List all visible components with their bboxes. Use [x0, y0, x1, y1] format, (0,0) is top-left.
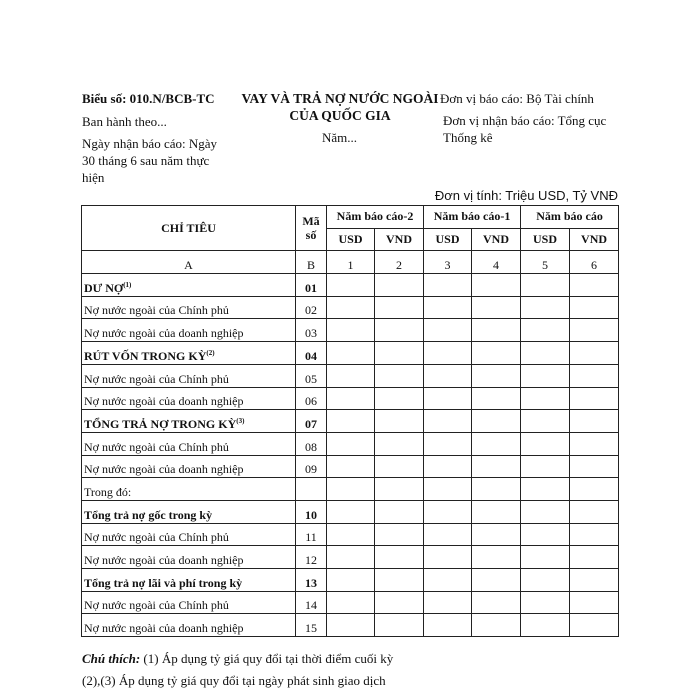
value-cell[interactable]: [375, 546, 424, 569]
table-row: [82, 432, 619, 455]
row-code: 09: [296, 455, 327, 478]
header-year-group: Năm báo cáo-2: [327, 206, 424, 229]
row-label: Trong đó:: [82, 478, 296, 501]
header-currency: VND: [570, 228, 619, 251]
index-cell: 2: [375, 251, 424, 274]
table-row: [82, 523, 619, 546]
value-cell[interactable]: [521, 591, 570, 614]
value-cell[interactable]: [424, 455, 472, 478]
value-cell[interactable]: [327, 319, 375, 342]
footnote-ref: (1): [123, 280, 132, 289]
value-cell[interactable]: [327, 500, 375, 523]
value-cell[interactable]: [424, 478, 472, 501]
value-cell[interactable]: [570, 455, 619, 478]
header-currency: USD: [424, 228, 472, 251]
table-row: [82, 569, 619, 592]
value-cell[interactable]: [521, 523, 570, 546]
value-cell[interactable]: [327, 410, 375, 433]
value-cell[interactable]: [472, 410, 521, 433]
value-cell[interactable]: [570, 569, 619, 592]
header-currency: VND: [472, 228, 521, 251]
table-row: [82, 410, 619, 433]
value-cell[interactable]: [472, 296, 521, 319]
value-cell[interactable]: [424, 432, 472, 455]
value-cell[interactable]: [424, 319, 472, 342]
value-cell[interactable]: [570, 387, 619, 410]
value-cell[interactable]: [570, 432, 619, 455]
row-code: 12: [296, 546, 327, 569]
value-cell[interactable]: [570, 478, 619, 501]
value-cell[interactable]: [472, 569, 521, 592]
row-label: Nợ nước ngoài của Chính phủ: [82, 432, 296, 455]
value-cell[interactable]: [521, 500, 570, 523]
value-cell[interactable]: [570, 410, 619, 433]
row-label: Nợ nước ngoài của doanh nghiệp: [82, 614, 296, 637]
value-cell[interactable]: [472, 387, 521, 410]
value-cell[interactable]: [521, 614, 570, 637]
row-label: TỔNG TRẢ NỢ TRONG KỲ$^{(3)}$: [82, 410, 296, 433]
value-cell[interactable]: [375, 432, 424, 455]
value-cell[interactable]: [521, 387, 570, 410]
index-row: [82, 251, 619, 274]
value-cell[interactable]: [424, 387, 472, 410]
value-cell[interactable]: [570, 364, 619, 387]
footnote-ref: (2): [206, 348, 215, 357]
notes-text-2: (2),(3) Áp dụng tỷ giá quy đổi tại ngày phát sinh giao dịch: [82, 673, 386, 688]
value-cell[interactable]: [424, 614, 472, 637]
value-cell[interactable]: [472, 455, 521, 478]
value-cell[interactable]: [472, 432, 521, 455]
value-cell[interactable]: [375, 342, 424, 365]
value-cell[interactable]: [521, 364, 570, 387]
row-code: 06: [296, 387, 327, 410]
value-cell[interactable]: [472, 546, 521, 569]
value-cell[interactable]: [424, 274, 472, 297]
header-currency: VND: [375, 228, 424, 251]
value-cell[interactable]: [327, 274, 375, 297]
table-row: [82, 500, 619, 523]
value-cell[interactable]: [327, 387, 375, 410]
table-row: [82, 296, 619, 319]
header-currency: USD: [327, 228, 375, 251]
value-cell[interactable]: [424, 296, 472, 319]
value-cell[interactable]: [327, 614, 375, 637]
value-cell[interactable]: [472, 274, 521, 297]
notes-line-1: [82, 648, 393, 670]
value-cell[interactable]: [424, 546, 472, 569]
table-row: [82, 342, 619, 365]
currency-unit: Đơn vị tính: Triệu USD, Tỷ VNĐ: [434, 188, 618, 203]
header-code: Mã số: [296, 206, 327, 251]
value-cell[interactable]: [521, 478, 570, 501]
value-cell[interactable]: [521, 410, 570, 433]
notes-label: Chú thích:: [82, 651, 141, 666]
row-label: Nợ nước ngoài của Chính phủ: [82, 523, 296, 546]
value-cell[interactable]: [327, 296, 375, 319]
value-cell[interactable]: [521, 274, 570, 297]
value-cell[interactable]: [327, 591, 375, 614]
value-cell[interactable]: [472, 614, 521, 637]
value-cell[interactable]: [375, 364, 424, 387]
report-year: Năm...: [322, 130, 358, 145]
value-cell[interactable]: [521, 319, 570, 342]
value-cell[interactable]: [327, 432, 375, 455]
value-cell[interactable]: [570, 342, 619, 365]
table-row: [82, 591, 619, 614]
table-row: [82, 478, 619, 501]
notes: [82, 648, 393, 692]
value-cell[interactable]: [424, 342, 472, 365]
row-code: 15: [296, 614, 327, 637]
value-cell[interactable]: [424, 364, 472, 387]
value-cell[interactable]: [375, 478, 424, 501]
value-cell[interactable]: [521, 432, 570, 455]
value-cell[interactable]: [424, 591, 472, 614]
table-row: [82, 364, 619, 387]
form-code: Biểu số: 010.N/BCB-TC: [82, 91, 215, 106]
table-row: [82, 455, 619, 478]
row-label: Nợ nước ngoài của Chính phủ: [82, 296, 296, 319]
received-date: Ngày nhận báo cáo: Ngày 30 tháng 6 sau năm thực hiện: [82, 136, 218, 185]
value-cell[interactable]: [375, 614, 424, 637]
row-code: 03: [296, 319, 327, 342]
value-cell[interactable]: [570, 591, 619, 614]
row-code: 04: [296, 342, 327, 365]
value-cell[interactable]: [521, 546, 570, 569]
document-title: VAY VÀ TRẢ NỢ NƯỚC NGOÀI CỦA QUỐC GIA: [241, 91, 439, 123]
index-cell: 4: [472, 251, 521, 274]
value-cell[interactable]: [424, 569, 472, 592]
value-cell[interactable]: [521, 296, 570, 319]
row-code: 11: [296, 523, 327, 546]
value-cell[interactable]: [570, 614, 619, 637]
header-year-group: Năm báo cáo-1: [424, 206, 521, 229]
value-cell[interactable]: [424, 500, 472, 523]
value-cell[interactable]: [570, 523, 619, 546]
row-label: Nợ nước ngoài của doanh nghiệp: [82, 319, 296, 342]
value-cell[interactable]: [375, 591, 424, 614]
row-label: Nợ nước ngoài của Chính phủ: [82, 591, 296, 614]
row-code: 14: [296, 591, 327, 614]
value-cell[interactable]: [472, 319, 521, 342]
value-cell[interactable]: [375, 410, 424, 433]
table-row: [82, 274, 619, 297]
row-label: Nợ nước ngoài của doanh nghiệp: [82, 455, 296, 478]
row-label: DƯ NỢ$^{(1)}$: [82, 274, 296, 297]
notes-text-1: (1) Áp dụng tỷ giá quy đổi tại thời điểm cuối kỳ: [143, 651, 394, 666]
value-cell[interactable]: [327, 546, 375, 569]
value-cell[interactable]: [521, 342, 570, 365]
value-cell[interactable]: [472, 364, 521, 387]
row-code: [296, 478, 327, 501]
header-currency: USD: [521, 228, 570, 251]
value-cell[interactable]: [327, 364, 375, 387]
value-cell[interactable]: [424, 410, 472, 433]
value-cell[interactable]: [327, 523, 375, 546]
table-row: [82, 614, 619, 637]
debt-report-table: [81, 205, 619, 637]
receiving-unit: Đơn vị nhận báo cáo: Tổng cục Thống kê: [443, 113, 607, 145]
index-cell: 6: [570, 251, 619, 274]
table-row: [82, 546, 619, 569]
value-cell[interactable]: [472, 500, 521, 523]
value-cell[interactable]: [375, 274, 424, 297]
value-cell[interactable]: [375, 319, 424, 342]
row-code: 05: [296, 364, 327, 387]
row-code: 08: [296, 432, 327, 455]
value-cell[interactable]: [570, 319, 619, 342]
index-cell: B: [296, 251, 327, 274]
value-cell[interactable]: [472, 478, 521, 501]
index-cell: 5: [521, 251, 570, 274]
value-cell[interactable]: [521, 569, 570, 592]
header-indicator: CHỈ TIÊU: [82, 206, 296, 251]
value-cell[interactable]: [472, 591, 521, 614]
index-cell: 1: [327, 251, 375, 274]
reporting-unit: Đơn vị báo cáo: Bộ Tài chính: [440, 91, 594, 106]
row-code: 10: [296, 500, 327, 523]
header-year-group: Năm báo cáo: [521, 206, 619, 229]
value-cell[interactable]: [521, 455, 570, 478]
value-cell[interactable]: [424, 523, 472, 546]
value-cell[interactable]: [375, 569, 424, 592]
row-label: Nợ nước ngoài của doanh nghiệp: [82, 546, 296, 569]
value-cell[interactable]: [375, 500, 424, 523]
value-cell[interactable]: [472, 342, 521, 365]
row-label: Tổng trả nợ lãi và phí trong kỳ: [82, 569, 296, 592]
value-cell[interactable]: [327, 342, 375, 365]
issued-by: Ban hành theo...: [82, 114, 167, 129]
row-label: Nợ nước ngoài của Chính phủ: [82, 364, 296, 387]
value-cell[interactable]: [570, 500, 619, 523]
index-cell: 3: [424, 251, 472, 274]
row-code: 02: [296, 296, 327, 319]
value-cell[interactable]: [375, 455, 424, 478]
value-cell[interactable]: [472, 523, 521, 546]
value-cell[interactable]: [327, 455, 375, 478]
value-cell[interactable]: [570, 546, 619, 569]
row-code: 13: [296, 569, 327, 592]
row-label: Tổng trả nợ gốc trong kỳ: [82, 500, 296, 523]
row-label: RÚT VỐN TRONG KỲ$^{(2)}$: [82, 342, 296, 365]
table-row: [82, 319, 619, 342]
value-cell[interactable]: [327, 569, 375, 592]
value-cell[interactable]: [327, 478, 375, 501]
value-cell[interactable]: [375, 296, 424, 319]
row-code: 07: [296, 410, 327, 433]
value-cell[interactable]: [570, 296, 619, 319]
index-cell: A: [82, 251, 296, 274]
footnote-ref: (3): [236, 416, 245, 425]
value-cell[interactable]: [570, 274, 619, 297]
row-label: Nợ nước ngoài của doanh nghiệp: [82, 387, 296, 410]
row-code: 01: [296, 274, 327, 297]
table-row: [82, 387, 619, 410]
value-cell[interactable]: [375, 387, 424, 410]
value-cell[interactable]: [375, 523, 424, 546]
